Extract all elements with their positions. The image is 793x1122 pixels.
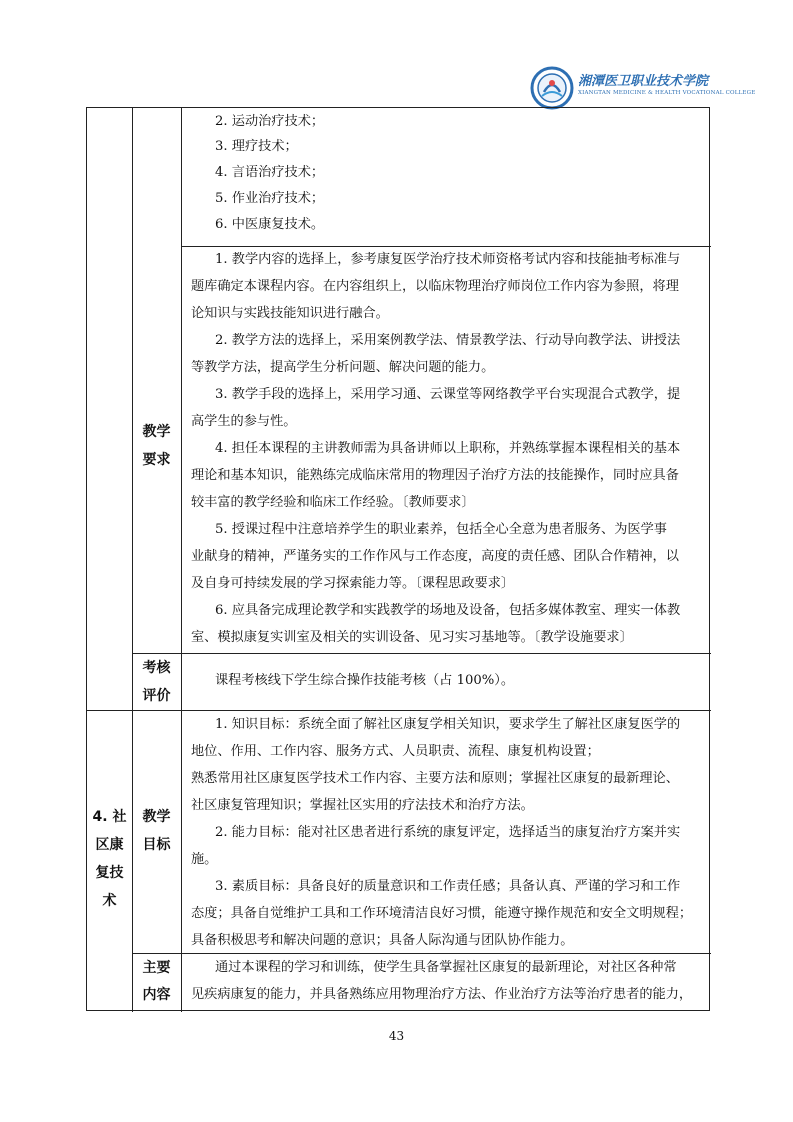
paragraph-line: 态度；具备自觉维护工具和工作环境清洁良好习惯，能遵守操作规范和安全文明规程；: [191, 906, 693, 921]
paragraph-line: 高学生的参与性。: [191, 414, 297, 429]
paragraph-line: 5. 授课过程中注意培养学生的职业素养，包括全心全意为患者服务、为医学事: [215, 522, 667, 537]
paragraph-line: 2. 教学方法的选择上，采用案例教学法、情景教学法、行动导向教学法、讲授法: [215, 333, 681, 348]
list-item: 2. 运动治疗技术；: [215, 114, 325, 129]
col-divider-1: [132, 108, 133, 710]
assessment-text: 课程考核线下学生综合操作技能考核（占 100%）。: [215, 673, 515, 688]
objectives-label: 教学 目标: [142, 809, 171, 853]
paragraph-line: 业献身的精神，严谨务实的工作作风与工作态度，高度的责任感、团队合作精神，以: [191, 549, 679, 564]
assessment-label: 考核 评价: [142, 660, 171, 704]
course-4-label: 4. 社 区康 复技 术: [92, 809, 127, 909]
paragraph-line: 社区康复管理知识；掌握社区实用的疗法技术和治疗方法。: [191, 798, 534, 813]
paragraph-line: 通过本课程的学习和训练，使学生具备掌握社区康复的最新理论，对社区各种常: [215, 960, 677, 975]
paragraph-line: 见疾病康复的能力，并具备熟练应用物理治疗方法、作业治疗方法等治疗患者的能力，: [191, 987, 693, 1002]
paragraph-line: 施。: [191, 852, 218, 867]
col-divider-2: [181, 108, 182, 1012]
paragraph-line: 及自身可持续发展的学习探索能力等。〔课程思政要求〕: [191, 576, 515, 591]
paragraph-line: 具备积极思考和解决问题的意识；具备人际沟通与团队协作能力。: [191, 933, 574, 948]
paragraph-line: 2. 能力目标：能对社区患者进行系统的康复评定，选择适当的康复治疗方案并实: [215, 825, 681, 840]
list-item: 3. 理疗技术；: [215, 139, 298, 154]
list-item: 6. 中医康复技术。: [215, 217, 325, 232]
paragraph-line: 较丰富的教学经验和临床工作经验。〔教师要求〕: [191, 495, 475, 510]
page-number: 43: [388, 1029, 405, 1043]
list-item: 5. 作业治疗技术；: [215, 191, 325, 206]
paragraph-line: 论知识与实践技能知识进行融合。: [191, 306, 389, 321]
paragraph-line: 3. 素质目标：具备良好的质量意识和工作责任感；具备认真、严谨的学习和工作: [215, 879, 681, 894]
paragraph-line: 题库确定本课程内容。在内容组织上，以临床物理治疗师岗位工作内容为参照，将理: [191, 279, 679, 294]
paragraph-line: 1. 知识目标：系统全面了解社区康复学相关知识，要求学生了解社区康复医学的: [215, 717, 681, 732]
paragraph-line: 等教学方法，提高学生分析问题、解决问题的能力。: [191, 360, 495, 375]
paragraph-line: 理论和基本知识，能熟练完成临床常用的物理因子治疗方法的技能操作，同时应具备: [191, 468, 679, 483]
college-emblem-icon: [530, 66, 574, 110]
main-content-label: 主要 内容: [142, 960, 171, 1003]
paragraph-line: 熟悉常用社区康复医学技术工作内容、主要方法和原则；掌握社区康复的最新理论、: [191, 771, 679, 786]
paragraph-line: 室、模拟康复实训室及相关的实训设备、见习实习基地等。〔教学设施要求〕: [191, 630, 633, 645]
list-item: 4. 言语治疗技术；: [215, 165, 325, 180]
paragraph-line: 1. 教学内容的选择上，参考康复医学治疗技术师资格考试内容和技能抽考标准与: [215, 252, 681, 267]
row-divider-2: [132, 653, 711, 654]
paragraph-line: 地位、作用、工作内容、服务方式、人员职责、流程、康复机构设置；: [191, 744, 600, 759]
logo-text-cn: 湘潭医卫职业技术学院: [578, 74, 709, 89]
college-logo: [530, 66, 756, 110]
paragraph-line: 3. 教学手段的选择上，采用学习通、云课堂等网络教学平台实现混合式教学，提: [215, 387, 681, 402]
paragraph-line: 4. 担任本课程的主讲教师需为具备讲师以上职称，并熟练掌握本课程相关的基本: [215, 441, 681, 456]
teaching-req-label: 教学 要求: [142, 424, 171, 468]
course-table: [86, 107, 710, 1011]
logo-text-en: XIANGTAN MEDICINE & HEALTH VOCATIONAL COLLEGE: [578, 90, 756, 96]
paragraph-line: 6. 应具备完成理论教学和实践教学的场地及设备，包括多媒体教室、理实一体教: [215, 603, 681, 618]
